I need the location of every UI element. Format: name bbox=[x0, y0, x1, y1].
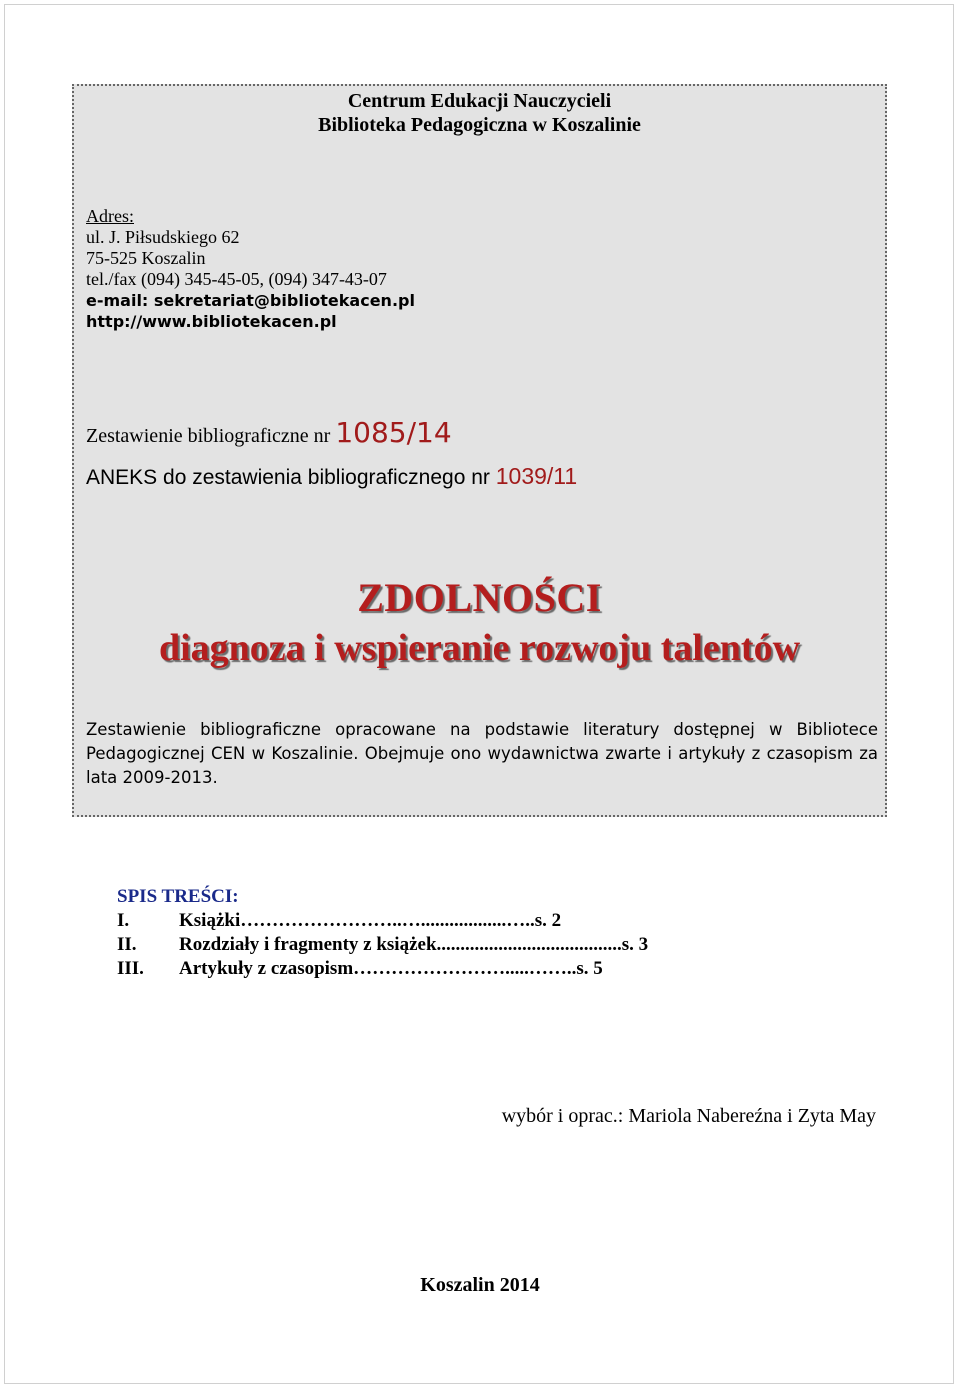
address-street: ul. J. Piłsudskiego 62 bbox=[86, 227, 240, 247]
address-email[interactable]: e-mail: sekretariat@bibliotekacen.pl bbox=[86, 291, 415, 310]
aneks-number: 1039/11 bbox=[495, 463, 578, 489]
zestawienie-prefix: Zestawienie bibliograficzne nr bbox=[86, 425, 336, 447]
address-block bbox=[86, 206, 415, 332]
toc-heading: SPIS TREŚCI: bbox=[117, 886, 239, 907]
toc-item[interactable] bbox=[117, 957, 648, 981]
toc-item-number: III. bbox=[117, 958, 144, 979]
aneks-prefix: ANEKS do zestawienia bibliograficznego nr bbox=[86, 466, 496, 489]
footer-place-year: Koszalin 2014 bbox=[420, 1274, 540, 1296]
address-label: Adres: bbox=[86, 206, 134, 226]
cover-box bbox=[72, 84, 887, 817]
zestawienie-number: 1085/14 bbox=[335, 416, 452, 449]
address-website[interactable]: http://www.bibliotekacen.pl bbox=[86, 312, 337, 331]
address-phone: tel./fax (094) 345-45-05, (094) 347-43-07 bbox=[86, 269, 387, 289]
toc-item-text: Rozdziały i fragmenty z książek.......................................s. 3 bbox=[179, 934, 649, 955]
aneks-line bbox=[86, 463, 577, 490]
address-city: 75-525 Koszalin bbox=[86, 248, 206, 268]
toc-item-text: Książki……………………..…..................…..s. 2 bbox=[179, 910, 562, 931]
zestawienie-number-line bbox=[86, 416, 452, 449]
toc-item[interactable] bbox=[117, 933, 648, 957]
toc-item-text: Artykuły z czasopism…………………….....……..s. 5 bbox=[179, 958, 603, 979]
toc-item-number: II. bbox=[117, 934, 137, 955]
compiled-by: wybór i oprac.: Mariola Nabereźna i Zyta May bbox=[501, 1105, 876, 1127]
table-of-contents bbox=[117, 885, 648, 981]
toc-item-number: I. bbox=[117, 910, 130, 931]
sub-title: diagnoza i wspieranie rozwoju talentów bbox=[158, 627, 801, 669]
main-title: ZDOLNOŚCI bbox=[357, 575, 602, 620]
description: Zestawienie bibliograficzne opracowane na podstawie literatury dostępnej w Bibliotece Pedagogicznej CEN w Koszalinie. Obejmuje ono wydawnictwa zwarte i artykuły z czasopism za lata 2009-2013. bbox=[86, 720, 878, 787]
institution-name: Centrum Edukacji Nauczycieli bbox=[347, 90, 612, 112]
library-name: Biblioteka Pedagogiczna w Koszalinie bbox=[318, 114, 641, 136]
toc-item[interactable] bbox=[117, 909, 648, 933]
